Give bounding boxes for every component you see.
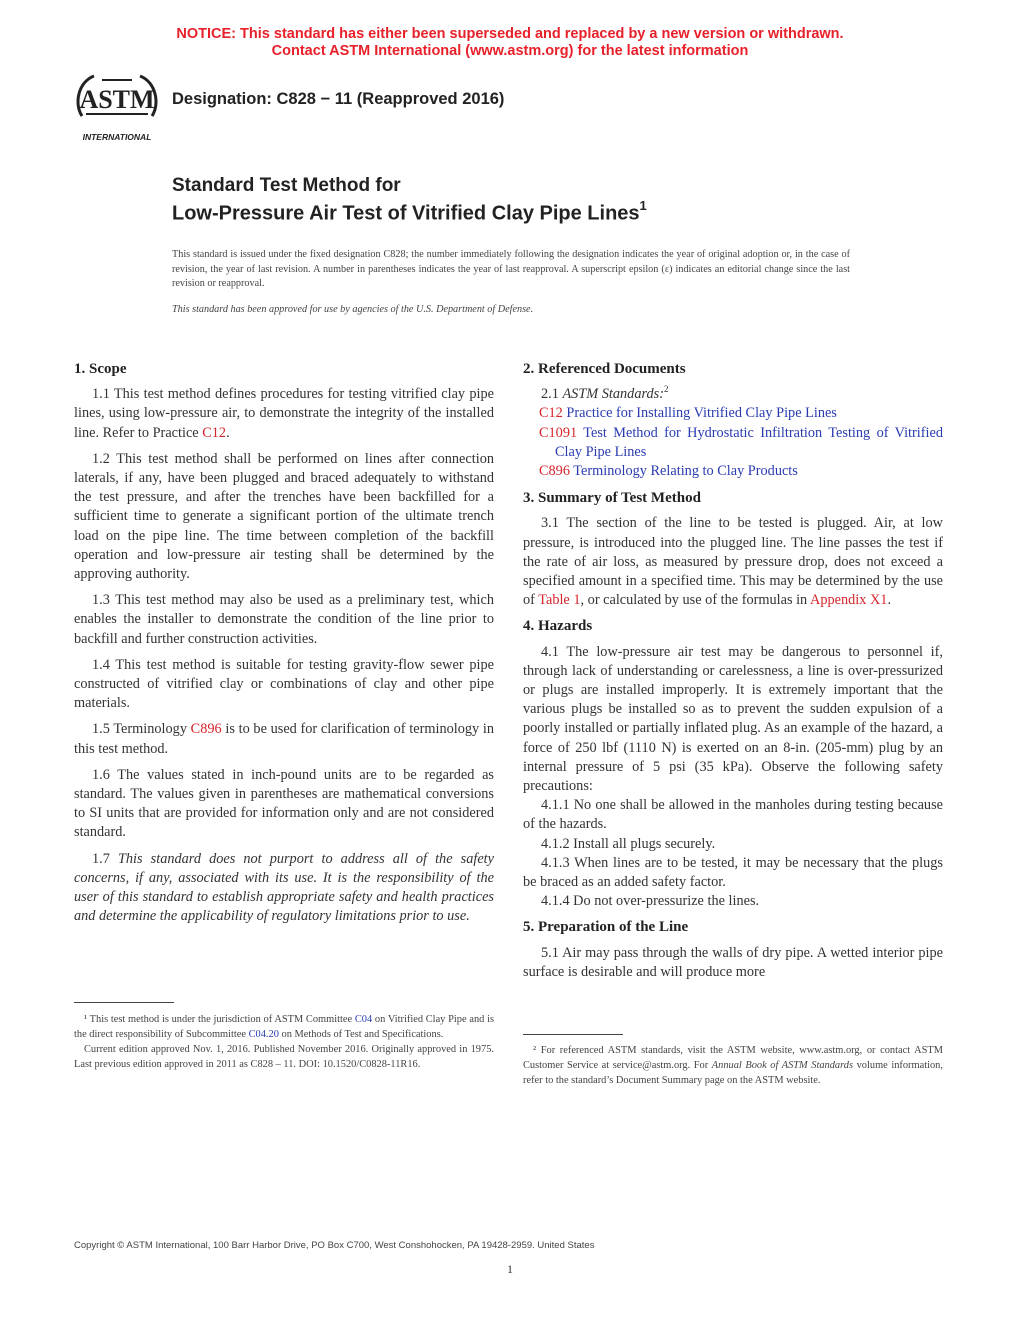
svg-text:ASTM: ASTM (79, 85, 155, 114)
paragraph-2-1: 2.1 ASTM Standards:$^2$ (541, 384, 669, 403)
section-heading-hazards: 4. Hazards (523, 618, 593, 635)
notice-line-2: Contact ASTM International (www.astm.org) for the latest information (271, 43, 749, 59)
paragraph-1-2: 1.2 This test method shall be performed on lines after connection laterals, if any, have been plugged and braced adequately to withstand the test pressure, and after the trenches have been backfilled for a sufficient time to generate a significant portion of the ultimate trench load on the pipe line. The time between completion of the backfill operation and low-pressure air testing shall be determined by the approving authority. (74, 450, 494, 583)
paragraph-4-1-4: 4.1.4 Do not over-pressurize the lines. (541, 893, 760, 910)
section-heading-preparation: 5. Preparation of the Line (523, 919, 689, 936)
footnote-1-jurisdiction: ¹ This test method is under the jurisdiction of ASTM Committee C04 on Vitrified Clay Pipe and is the direct responsibility of Subcommittee C04.20 on Methods of Test and Specifications. (74, 1014, 494, 1040)
link-c896[interactable]: C896 (190, 721, 222, 738)
link-committee-c04[interactable]: C04 (354, 1014, 373, 1025)
paragraph-1-5: 1.5 Terminology C896 is to be used for clarification of terminology in this test method. (74, 721, 494, 757)
reference-item-c1091[interactable]: C1091 Test Method for Hydrostatic Infiltration Testing of Vitrified Clay Pipe Lines (539, 424, 943, 460)
reference-item-c896[interactable]: C896 Terminology Relating to Clay Products (539, 463, 798, 480)
paragraph-5-1: 5.1 Air may pass through the walls of dry pipe. A wetted interior pipe surface is desirable and will produce more (523, 944, 943, 980)
left-column (74, 360, 494, 933)
paragraph-4-1-3: 4.1.3 When lines are to be tested, it may be necessary that the plugs be braced as an added safety factor. (523, 854, 943, 891)
section-heading-summary: 3. Summary of Test Method (523, 490, 701, 507)
right-column (523, 360, 943, 989)
link-appendix-x1[interactable]: Appendix X1 (810, 592, 888, 609)
astm-logo-icon (72, 70, 162, 146)
notice-line-1: NOTICE: This standard has either been superseded and replaced by a new version or withdrawn. (176, 26, 844, 42)
section-heading-referenced-documents: 2. Referenced Documents (523, 361, 686, 377)
footnote-1-edition: Current edition approved Nov. 1, 2016. Published November 2016. Originally approved in 1975. Last previous edition approved in 2011 as C828 – 11. DOI: 10.1520/C0828-11R16. (74, 1044, 494, 1070)
paragraph-1-7: 1.7 This standard does not purport to address all of the safety concerns, if any, associated with its use. It is the responsibility of the user of this standard to establish appropriate safety and health practices and determine the applicability of regulatory limitations prior to use. (74, 850, 494, 925)
link-c12[interactable]: C12 (202, 424, 227, 441)
dod-approval-note: This standard has been approved for use by agencies of the U.S. Department of Defense. (172, 304, 534, 315)
page-number: 1 (507, 1262, 513, 1276)
paragraph-1-6: 1.6 The values stated in inch-pound units are to be regarded as standard. The values given in parentheses are mathematical conversions to SI units that are provided for information only and are not considered standard. (74, 766, 494, 841)
paragraph-1-1: 1.1 This test method defines procedures for testing vitrified clay pipe lines, using low-pressure air, to demonstrate the integrity of the installed line. Refer to Practice C12. (74, 386, 494, 441)
link-table-1[interactable]: Table 1 (538, 592, 581, 609)
title-line-2 (172, 200, 647, 226)
footnote-divider-right (523, 1034, 623, 1035)
paragraph-4-1: 4.1 The low-pressure air test may be dangerous to personnel if, through lack of understanding or carelessness, a line is over-pressurized or plugs are installed improperly. It is extremely important that the various plugs be installed so as to prevent the sudden expulsion of a poorly installed or partially inflated plug. As an example of the hazard, a force of 250 lbf (1110 N) is exerted on an 8-in. (205-mm) plug by an internal pressure of 5 psi (35 kPa). Observe the following safety precautions: (523, 643, 943, 795)
title-text: Low-Pressure Air Test of Vitrified Clay Pipe Lines (172, 202, 640, 225)
footnote-divider-left (74, 1002, 174, 1003)
logo-subtext: INTERNATIONAL (82, 132, 152, 142)
designation: Designation: C828 − 11 (Reapproved 2016) (172, 90, 505, 108)
paragraph-4-1-2: 4.1.2 Install all plugs securely. (541, 835, 716, 852)
paragraph-1-4: 1.4 This test method is suitable for testing gravity-flow sewer pipe constructed of vitrified clay or combinations of clay and other pipe materials. (74, 656, 494, 712)
section-heading-scope: 1. Scope (74, 361, 127, 377)
preamble: This standard is issued under the fixed designation C828; the number immediately following the designation indicates the year of original adoption or, in the case of revision, the year of last revision. A number in parentheses indicates the year of last reapproval. A superscript epsilon (ε) indicates an editorial change since the last revision or reapproval. (172, 249, 850, 289)
reference-item-c12[interactable]: C12 Practice for Installing Vitrified Clay Pipe Lines (539, 405, 837, 422)
withdrawal-notice (0, 26, 1020, 60)
footnote-2: ² For referenced ASTM standards, visit the ASTM website, www.astm.org, or contact ASTM Customer Service at service@astm.org. For Annual Book of ASTM Standards volume information, refer to the standard’s Document Summary page on the ASTM website. (523, 1045, 943, 1086)
paragraph-3-1: 3.1 The section of the line to be tested is plugged. Air, at low pressure, is introduced into the plugged line. The line passes the test if the rate of air loss, as measured by pressure drop, does not exceed a specified amount in a specified time. This may be determined by the use of Table 1, or calculated by use of the formulas in Appendix X1. (523, 515, 943, 609)
copyright: Copyright © ASTM International, 100 Barr Harbor Drive, PO Box C700, West Conshohocken, PA 19428-2959. United States (74, 1240, 595, 1251)
footnote-1 (74, 1012, 494, 1072)
paragraph-4-1-1: 4.1.1 No one shall be allowed in the manholes during testing because of the hazards. (523, 797, 943, 833)
title-line-1: Standard Test Method for (172, 175, 401, 196)
link-subcommittee-c04-20[interactable]: C04.20 (248, 1029, 279, 1040)
paragraph-1-3: 1.3 This test method may also be used as a preliminary test, which enables the installer to demonstrate the condition of the line prior to backfill and further construction activities. (74, 592, 494, 647)
title-footnote-mark[interactable]: 1 (639, 198, 647, 213)
